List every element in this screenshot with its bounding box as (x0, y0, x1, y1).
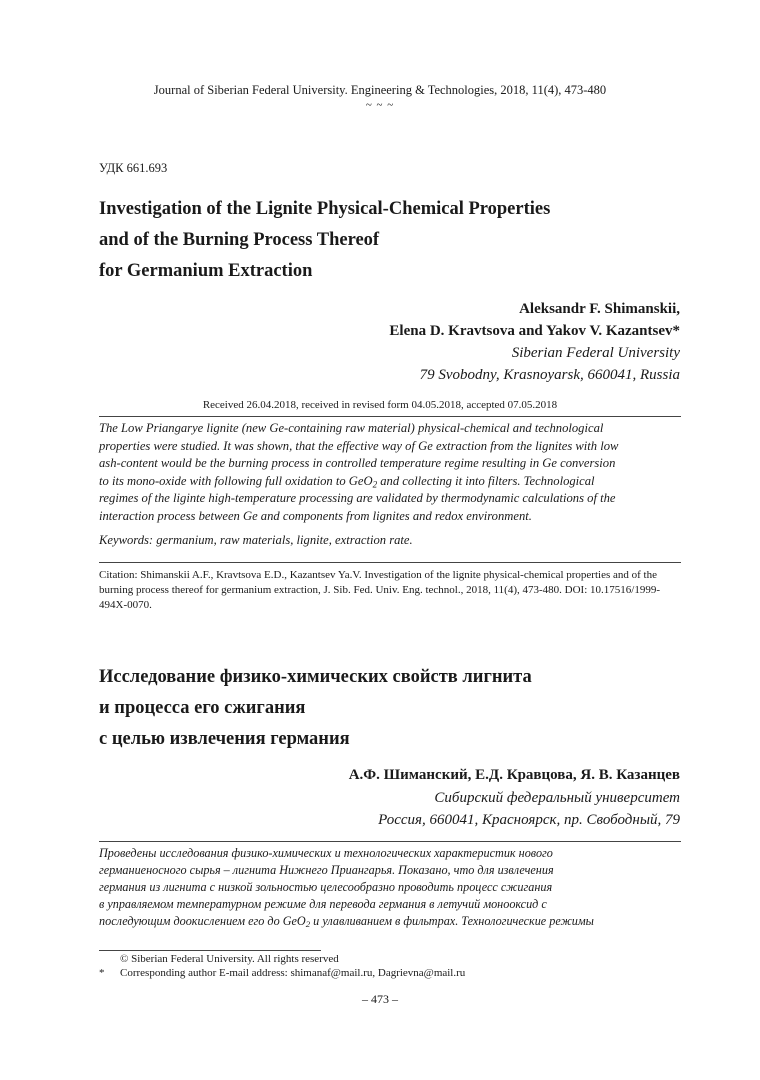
title-en-line-3: for Germanium Extraction (99, 261, 313, 281)
abstract-en-line-2: properties were studied. It was shown, that the effective way of Ge extraction from the lignites with low (99, 438, 619, 453)
received-dates: Received 26.04.2018, received in revised form 04.05.2018, accepted 07.05.2018 (202, 399, 558, 411)
title-ru-line-3: с целью извлечения германия (99, 729, 350, 749)
title-ru-line-1: Исследование физико-химических свойств лигнита (99, 667, 532, 687)
affiliation-ru: Сибирский федеральный университет (434, 789, 680, 806)
citation-line-1: Citation: Shimanskii A.F., Kravtsova E.D., Kazantsev Ya.V. Investigation of the lignite physical-chemical properties and of the (99, 569, 657, 581)
address-en: 79 Svobodny, Krasnoyarsk, 660041, Russia (419, 367, 680, 383)
udk-code: УДК 661.693 (99, 161, 168, 175)
footnote-copyright: © Siberian Federal University. All rights reserved (120, 953, 339, 965)
abstract-en-line-6: interaction process between Ge and components from lignites and redox environment. (99, 508, 532, 523)
abstract-en-line-1: The Low Priangarye lignite (new Ge-containing raw material) physical-chemical and technological (99, 421, 604, 435)
abstract-en (99, 420, 681, 525)
title-en-line-1: Investigation of the Lignite Physical-Chemical Properties (99, 199, 551, 219)
title-en-line-2: and of the Burning Process Thereof (99, 230, 380, 250)
abstract-en-line-5: regimes of the liginte high-temperature processing are validated by thermodynamic calculations of the (99, 491, 616, 505)
page-number: – 473 – (362, 992, 398, 1006)
authors-block-en (389, 298, 680, 386)
citation-top-rule (99, 562, 681, 563)
corresponding-author-email: Corresponding author E-mail address: shimanaf@mail.ru, Dagrievna@mail.ru (120, 967, 466, 979)
title-ru-line-2: и процесса его сжигания (99, 698, 306, 718)
affiliation-en: Siberian Federal University (511, 345, 680, 361)
abstract-ru-line-2: германиеносного сырья – лигнита Нижнего Приангарья. Показано, что для извлечения (99, 863, 554, 877)
authors-ru: А.Ф. Шиманский, Е.Д. Кравцова, Я. В. Казанцев (348, 767, 680, 783)
header-ornament: ~ ~ ~ (365, 99, 395, 111)
address-ru: Россия, 660041, Красноярск, пр. Свободный, 79 (378, 812, 680, 828)
citation-line-3: 494X-0070. (99, 599, 152, 611)
abstract-ru-line-4: в управляемом температурном режиме для перевода германия в летучий монооксид с (99, 897, 547, 911)
authors-block-ru (349, 764, 680, 832)
paper-title-ru (99, 662, 699, 755)
abstract-ru (99, 845, 681, 930)
abstract-en-line-3: ash-content would be the burning process in controlled temperature regime resulting in Ge conversion (99, 456, 616, 470)
authors-en-line-1: Aleksandr F. Shimanskii, (519, 301, 680, 317)
abstract-en-line-4: to its mono-oxide with following full oxidation to GeO$_2$ and collecting it into filters. Technological (99, 473, 595, 489)
authors-en-line-2: Elena D. Kravtsova and Yakov V. Kazantsev* (389, 323, 680, 339)
abstract-ru-line-1: Проведены исследования физико-химических и технологических характеристик нового (99, 846, 553, 860)
abstract-ru-line-3: германия из лигнита с низкой зольностью целесообразно проводить процесс сжигания (99, 880, 553, 894)
footnote-rule (99, 950, 321, 951)
abstract-ru-line-5: последующим доокислением его до GeO$_2$ и улавливанием в фильтрах. Технологические режимы (99, 914, 594, 930)
abstract-top-rule (99, 416, 681, 417)
journal-header: Journal of Siberian Federal University. Engineering & Technologies, 2018, 11(4), 473-480 (153, 83, 607, 97)
citation-line-2: burning process thereof for germanium extraction, J. Sib. Fed. Univ. Eng. technol., 2018, 11(4), 473-480. DOI: 10.17516/1999- (99, 584, 660, 596)
footnote-corresponding (99, 967, 465, 979)
paper-title-en (99, 194, 699, 287)
abstract-ru-top-rule (99, 841, 681, 842)
citation (99, 568, 681, 613)
keywords-en: Keywords: germanium, raw materials, lignite, extraction rate. (99, 533, 413, 547)
footnote-star: * (99, 967, 105, 979)
